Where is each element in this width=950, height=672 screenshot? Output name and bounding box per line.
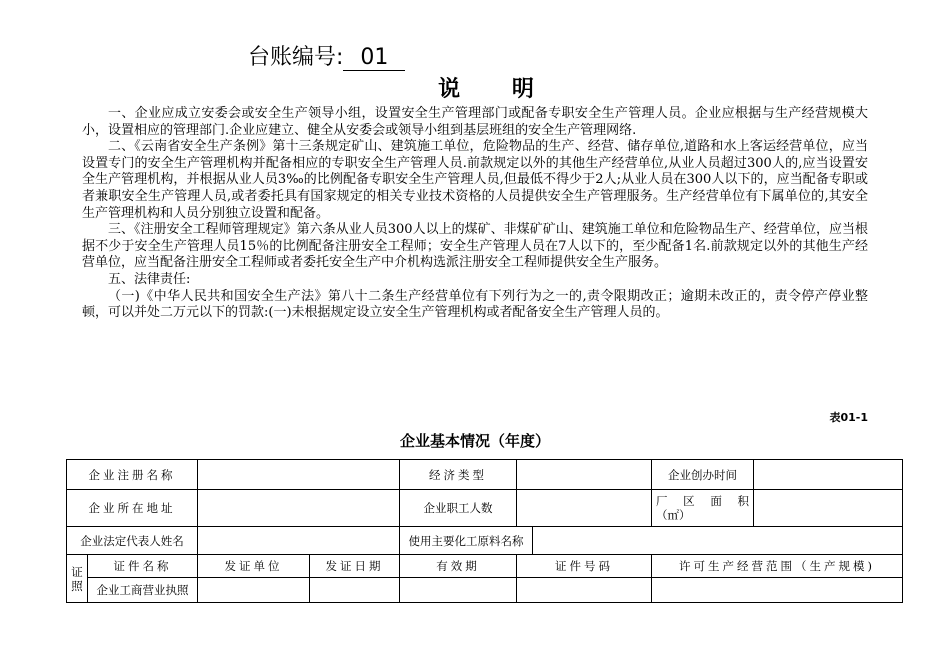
instructions (82, 106, 868, 322)
address-cell[interactable] (198, 490, 400, 527)
company-name-cell[interactable] (198, 460, 400, 490)
employees-label: 企业职工人数 (400, 490, 517, 527)
ledger-number (248, 40, 405, 71)
cert-name-header: 证件名称 (88, 555, 198, 578)
table-row (67, 490, 903, 527)
license-scope-cell[interactable] (652, 578, 903, 603)
issuer-header: 发证单位 (198, 555, 310, 578)
economic-type-cell[interactable] (517, 460, 652, 490)
founded-label: 企业创办时间 (652, 460, 754, 490)
table-row (67, 527, 903, 555)
economic-type-label: 经济类型 (400, 460, 517, 490)
address-label: 企业所在地址 (67, 490, 198, 527)
issue-date-header: 发证日期 (310, 555, 400, 578)
cert-group-label: 证照 (67, 555, 88, 603)
scope-header: 许可生产经营范围（生产规模) (652, 555, 903, 578)
ledger-number-value: 01 (343, 46, 405, 71)
table-row (67, 578, 903, 603)
table-row (67, 555, 903, 578)
area-unit: （㎡） (656, 508, 691, 522)
area-label-cell (652, 490, 754, 527)
area-label: 厂区面积 (656, 494, 749, 508)
chemicals-cell[interactable] (533, 527, 903, 555)
license-label: 企业工商营业执照 (88, 578, 198, 603)
license-validity-cell[interactable] (400, 578, 517, 603)
company-name-label: 企业注册名称 (67, 460, 198, 490)
company-info-table (66, 459, 903, 603)
license-date-cell[interactable] (310, 578, 400, 603)
license-number-cell[interactable] (517, 578, 652, 603)
table-code: 表01-1 (829, 411, 868, 424)
paragraph-5-1: （一)《中华人民共和国安全生产法》第八十二条生产经营单位有下列行为之一的,责令限期改正；逾期未改正的，责令停产停业整顿，可以并处二万元以下的罚款:(一)未根据规定设立安全生产管理机构或者配备安全生产管理人员的。 (82, 288, 868, 321)
paragraph-1: 一、企业应成立安委会或安全生产领导小组，设置安全生产管理部门或配备专职安全生产管理人员。企业应根据与生产经营规模大小，设置相应的管理部门.企业应建立、健全从安委会或领导小组到基层班组的安全生产管理网络. (82, 106, 868, 138)
table-title: 企业基本情况（年度） (399, 432, 550, 450)
validity-header: 有效期 (400, 555, 517, 578)
paragraph-5: 五、法律责任: (108, 271, 191, 287)
chemicals-label: 使用主要化工原料名称 (400, 527, 533, 555)
page-title: 说 明 (438, 77, 556, 102)
paragraph-2: 二、《云南省安全生产条例》第十三条规定矿山、建筑施工单位，危险物品的生产、经营、储存单位,道路和水上客运经营单位，应当设置专门的安全生产管理机构并配备相应的专职安全生产管理人员.前款规定以外的其他生产经营单位,从业人员超过300人的,应当设置安全生产管理机构，并根据从业人员3‰的比例配备专职安全生产管理人员,但最低不得少于2人;从业人员在300人以下的，应当配备专职或者兼职安全生产管理人员,或者委托具有国家规定的相关专业技术资格的人员提供安全生产管理服务。生产经营单位有下属单位的,其安全生产管理机构和人员分别独立设置和配备。 (82, 139, 868, 221)
cert-number-header: 证件号码 (517, 555, 652, 578)
founded-cell[interactable] (754, 460, 903, 490)
area-cell[interactable] (754, 490, 903, 527)
employees-cell[interactable] (517, 490, 652, 527)
ledger-label: 台账编号: (248, 45, 344, 70)
legal-rep-cell[interactable] (198, 527, 400, 555)
legal-rep-label: 企业法定代表人姓名 (67, 527, 198, 555)
paragraph-3: 三、《注册安全工程师管理规定》第六条从业人员300人以上的煤矿、非煤矿矿山、建筑施工单位和危险物品生产、经营单位，应当根据不少于安全生产管理人员15％的比例配备注册安全工程师；安全生产管理人员在7人以下的，至少配备1名.前款规定以外的其他生产经营单位，应当配备注册安全工程师或者委托安全生产中介机构选派注册安全工程师提供安全生产服务。 (82, 222, 868, 271)
table-row (67, 460, 903, 490)
license-issuer-cell[interactable] (198, 578, 310, 603)
